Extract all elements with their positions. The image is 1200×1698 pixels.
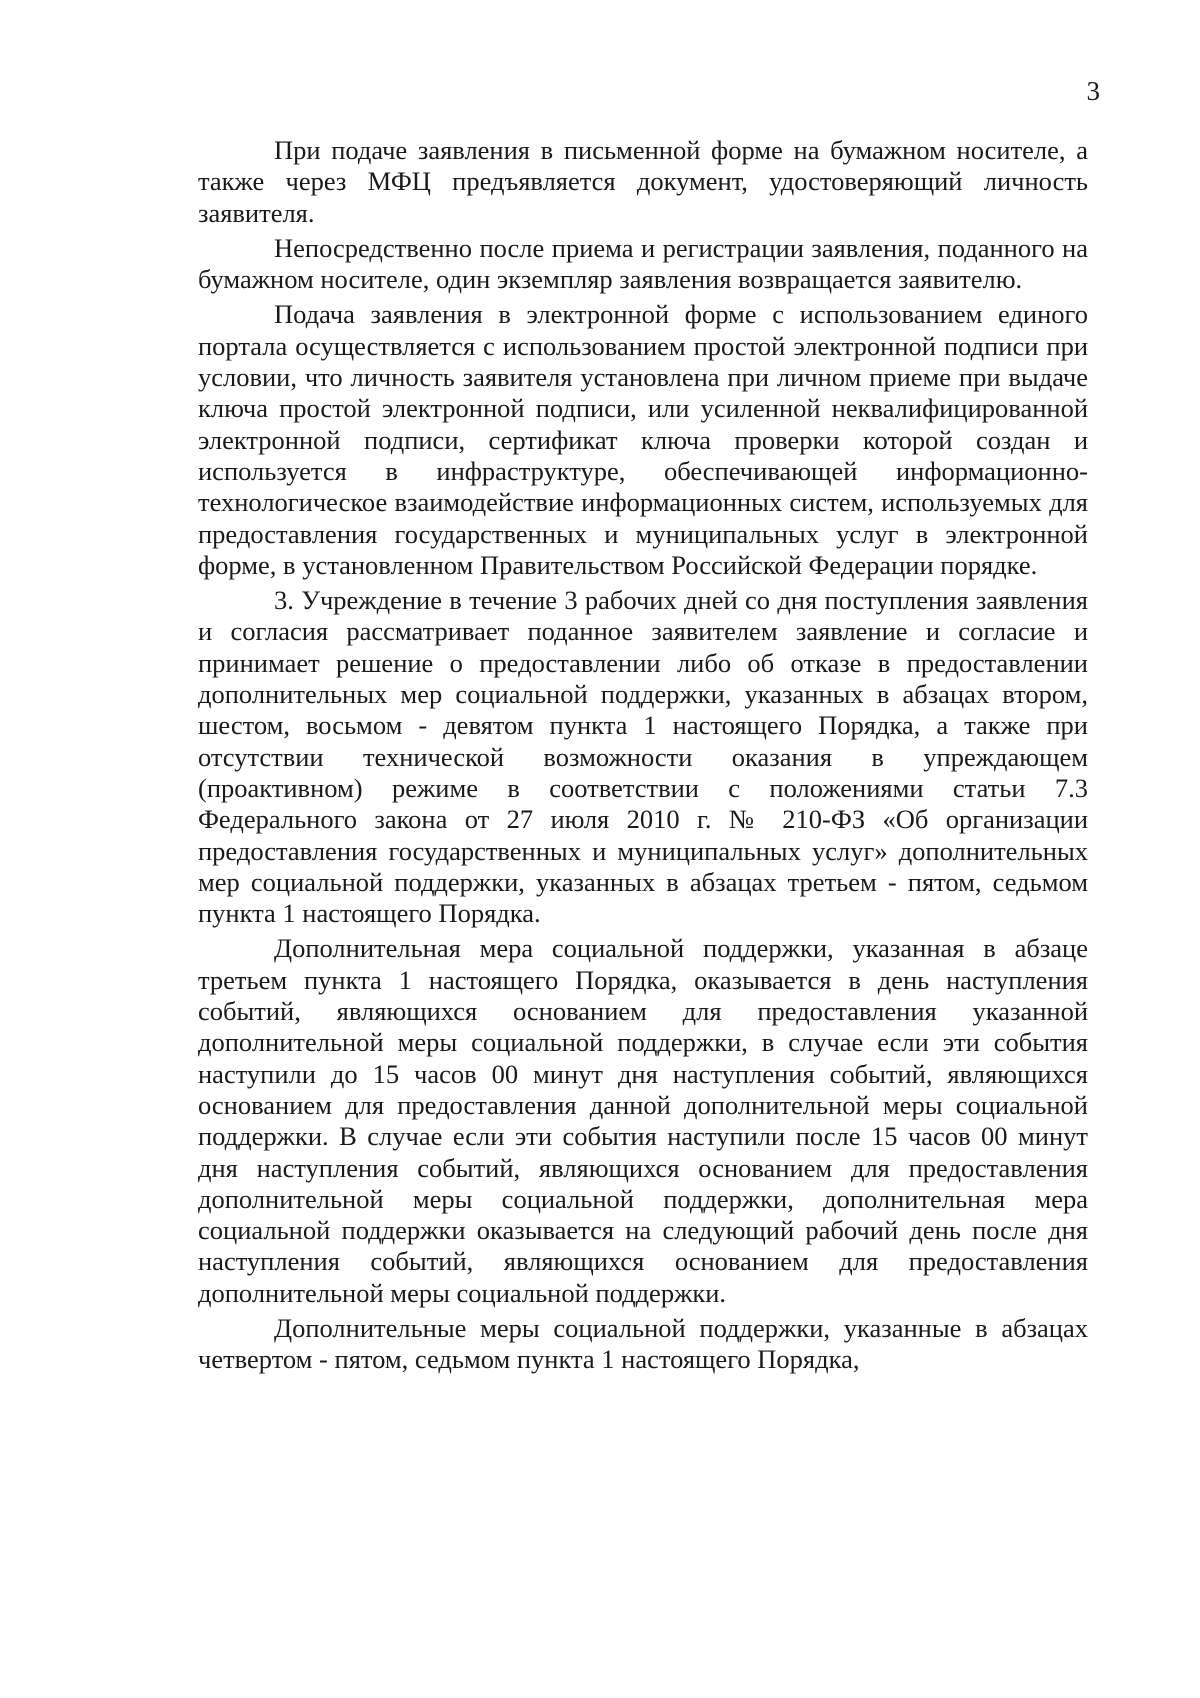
paragraph-additional-measure: Дополнительная мера социальной поддержки, указанная в абзаце третьем пункта 1 настоящего Порядка, оказывается в день наступления событий, являющихся основанием для предоставления указанной дополнительной меры социальной поддержки, в случае если эти события наступили до 15 часов 00 минут дня наступления событий, являющихся основанием для предоставления данной дополнительной меры социальной поддержки. В случае если эти события наступили после 15 часов 00 минут дня наступления событий, являющихся основанием для предоставления дополнительной меры социальной поддержки, дополнительная мера социальной поддержки оказывается на следующий рабочий день после дня наступления событий, являющихся основанием для предоставления дополнительной меры социальной поддержки. (198, 933, 1088, 1308)
paragraph-item-3: 3. Учреждение в течение 3 рабочих дней со дня поступления заявления и согласия рассматривает поданное заявителем заявление и согласие и принимает решение о предоставлении либо об отказе в предоставлении дополнительных мер социальной поддержки, указанных в абзацах втором, шестом, восьмом - девятом пункта 1 настоящего Порядка, а также при отсутствии технической возможности оказания в упреждающем (проактивном) режиме в соответствии с положениями статьи 7.3 Федерального закона от 27 июля 2010 г. № 210-ФЗ «Об организации предоставления государственных и муниципальных услуг» дополнительных мер социальной поддержки, указанных в абзацах третьем - пятом, седьмом пункта 1 настоящего Порядка. (198, 585, 1088, 929)
document-body (198, 135, 1088, 1380)
paragraph-electronic-submission: Подача заявления в электронной форме с использованием единого портала осуществляется с использованием простой электронной подписи при условии, что личность заявителя установлена при личном приеме при выдаче ключа простой электронной подписи, или усиленной неквалифицированной электронной подписи, сертификат ключа проверки которой создан и используется в инфраструктуре, обеспечивающей информационно-технологическое взаимодействие информационных систем, используемых для предоставления государственных и муниципальных услуг в электронной форме, в установленном Правительством Российской Федерации порядке. (198, 299, 1088, 580)
paragraph-additional-measures-cont: Дополнительные меры социальной поддержки, указанные в абзацах четвертом - пятом, седьмом пункта 1 настоящего Порядка, (198, 1312, 1088, 1375)
paragraph-return-copy: Непосредственно после приема и регистрации заявления, поданного на бумажном носителе, один экземпляр заявления возвращается заявителю. (198, 232, 1088, 295)
paragraph-paper-submission: При подаче заявления в письменной форме на бумажном носителе, а также через МФЦ предъявляется документ, удостоверяющий личность заявителя. (198, 135, 1088, 228)
page-number: 3 (1086, 76, 1100, 106)
